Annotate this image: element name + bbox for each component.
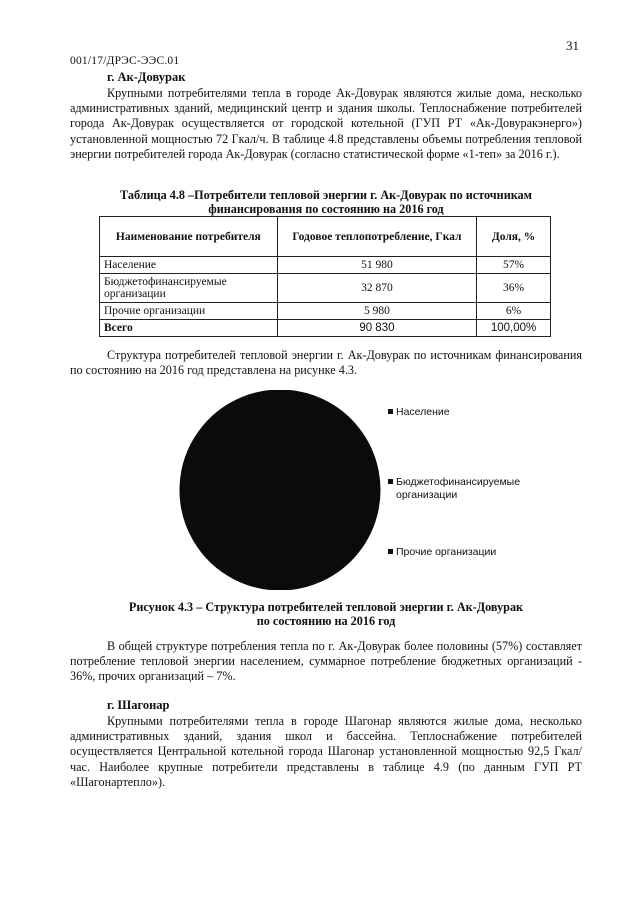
table-row <box>100 274 551 303</box>
table-cell: 57% <box>477 257 551 274</box>
paragraph-structure-summary: В общей структуре потребления тепла по г. Ак-Довурак более половины (57%) составляет потребление тепловой энергии населением, суммарное потребление бюджетных организаций - 36%, прочих организаций – 7%. <box>70 639 582 684</box>
legend-label-1: Население <box>396 406 450 418</box>
header-consumer-name: Наименование потребителя <box>100 217 278 257</box>
legend-label-2: организации <box>396 489 458 501</box>
paragraph-ak-dovurak-intro: Крупными потребителями тепла в городе Ак-Довурак являются жилые дома, несколько административных зданий, медицинский центр и здания школы. Теплоснабжение потребителей города Ак-Довурак осуществляется от городской котельной (ГУП РТ «Ак-Довуракэнерго») установленной мощностью 72 Гкал/ч. В таблице 4.8 представлены объемы потребления тепловой энергии потребителей города Ак-Довурак (согласно статистической форме «1-теп» за 2016 г.). <box>70 86 582 161</box>
table-cell: 100,00% <box>477 320 551 337</box>
table-total-row <box>100 320 551 337</box>
table-cell: Бюджетофинансируемые организации <box>100 274 278 303</box>
page-number: 31 <box>566 38 579 53</box>
legend-label-3: Прочие организации <box>396 546 497 558</box>
table-caption-line2: финансирования по состоянию на 2016 год <box>208 202 444 216</box>
table-cell: 6% <box>477 303 551 320</box>
legend-marker-3 <box>388 549 393 554</box>
table-cell: Население <box>100 257 278 274</box>
table-caption <box>70 188 582 216</box>
table-cell: Всего <box>100 320 278 337</box>
section-heading-shagonar: г. Шагонар <box>107 698 170 712</box>
legend-marker-1 <box>388 409 393 414</box>
table-cell: 36% <box>477 274 551 303</box>
header-annual-consumption: Годовое теплопотребление, Гкал <box>277 217 476 257</box>
legend-label-2: Бюджетофинансируемые <box>396 476 521 488</box>
legend-marker-2 <box>388 479 393 484</box>
table-cell: Прочие организации <box>100 303 278 320</box>
table-cell: 90 830 <box>277 320 476 337</box>
consumers-table <box>99 216 551 337</box>
header-share: Доля, % <box>477 217 551 257</box>
table-cell: 5 980 <box>277 303 476 320</box>
table-cell: 51 980 <box>277 257 476 274</box>
table-header-row <box>100 217 551 257</box>
paragraph-structure-intro: Структура потребителей тепловой энергии г. Ак-Довурак по источникам финансирования по состоянию на 2016 год представлена на рисунке 4.3. <box>70 348 582 378</box>
table-row <box>100 303 551 320</box>
figure-caption-line1: Рисунок 4.3 – Структура потребителей тепловой энергии г. Ак-Довурак <box>128 600 524 614</box>
table-caption-line1: Таблица 4.8 –Потребители тепловой энергии г. Ак-Довурак по источникам <box>120 188 532 202</box>
document-id: 001/17/ДРЭС-ЭЭС.01 <box>70 55 180 67</box>
figure-caption <box>70 600 582 628</box>
section-heading-ak-dovurak: г. Ак-Довурак <box>107 70 186 84</box>
figure-caption-line2: по состоянию на 2016 год <box>256 614 396 628</box>
table-row <box>100 257 551 274</box>
pie-chart <box>170 390 560 590</box>
table-cell: 32 870 <box>277 274 476 303</box>
paragraph-shagonar-intro: Крупными потребителями тепла в городе Шагонар являются жилые дома, несколько административных зданий, здания школ и бассейна. Теплоснабжение потребителей осуществляется Центральной котельной города Шагонар установленной мощностью 92,5 Гкал/час. Наиболее крупные потребители представлены в таблице 4.9 (по данным ГУП РТ «Шагонартепло»). <box>70 714 582 789</box>
